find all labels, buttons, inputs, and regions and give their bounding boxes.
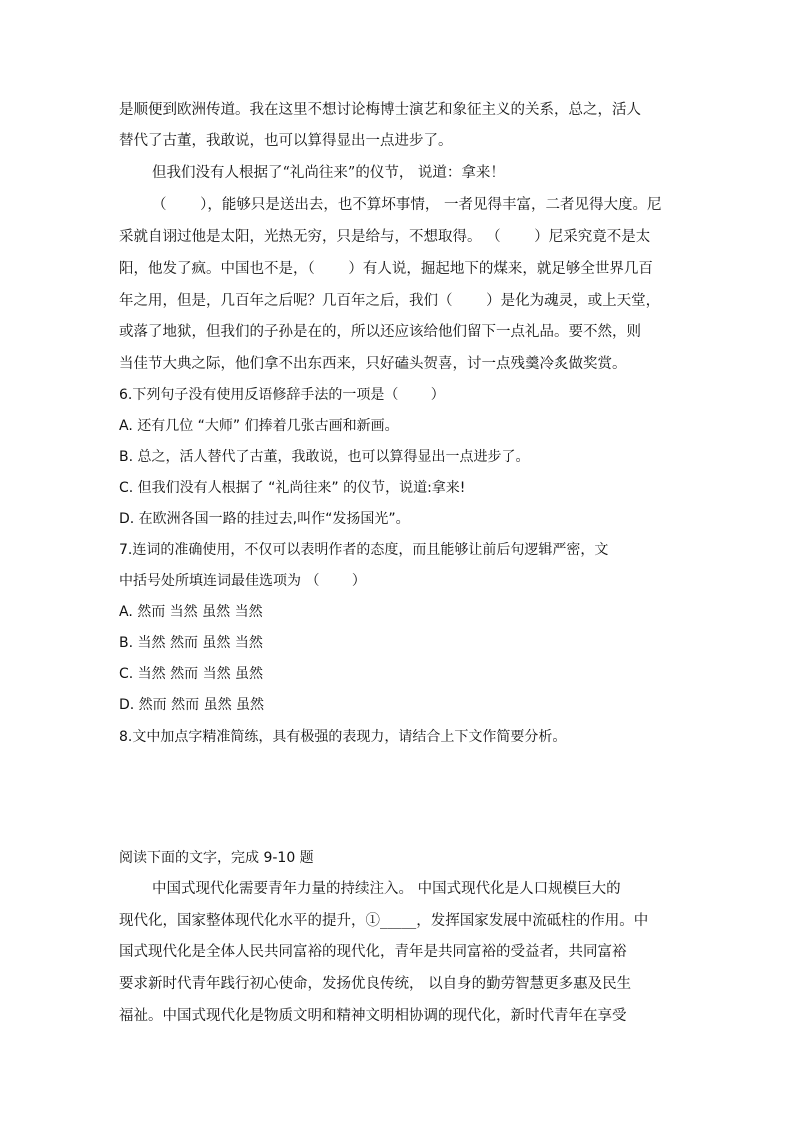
- passage1-line-1: 是顺便到欧洲传道。我在这里不想讨论梅博士演艺和象征主义的关系，总之，活人: [119, 102, 641, 118]
- question-6-stem: 6.下列句子没有使用反语修辞手法的一项是（ ）: [119, 387, 445, 403]
- question-6-option-c: C. 但我们没有人根据了 “礼尚往来” 的仪节，说道:拿来!: [119, 480, 466, 496]
- passage1-line-2: 替代了古董，我敢说，也可以算得显出一点进步了。: [119, 133, 453, 149]
- question-7-stem-line-1: 7.连词的准确使用，不仅可以表明作者的态度，而且能够让前后句逻辑严密，文: [119, 542, 609, 558]
- passage1-line-9: 当佳节大典之际，他们拿不出东西来，只好磕头贺喜，讨一点残羹冷炙做奖赏。: [119, 356, 627, 372]
- question-6-option-b: B. 总之，活人替代了古董，我敢说，也可以算得显出一点进步了。: [119, 449, 530, 465]
- question-7-option-c: C. 当然 然而 当然 虽然: [119, 666, 264, 682]
- passage1-line-6: 阳，他发了疯。中国也不是，（ ）有人说，掘起地下的煤来，就足够全世界几百: [119, 261, 653, 277]
- question-7-option-d: D. 然而 然而 虽然 虽然: [119, 697, 265, 713]
- passage2-line-5: 福祉。中国式现代化是物质文明和精神文明相协调的现代化，新时代青年在享受: [119, 1008, 627, 1024]
- passage1-line-8: 或落了地狱，但我们的子孙是在的，所以还应该给他们留下一点礼品。要不然，则: [119, 324, 641, 340]
- passage2-heading: 阅读下面的文字，完成 9-10 题: [119, 850, 314, 866]
- question-6-option-a: A. 还有几位 “大师” 们捧着几张古画和新画。: [119, 418, 399, 434]
- question-7-option-b: B. 当然 然而 虽然 当然: [119, 635, 263, 651]
- passage2-line-2: 现代化，国家整体现代化水平的提升，①_____，发挥国家发展中流砥柱的作用。中: [119, 913, 649, 929]
- question-6-option-d: D. 在欧洲各国一路的挂过去,叫作“发扬国光”。: [119, 511, 410, 527]
- passage1-line-5: 采就自诩过他是太阳，光热无穷，只是给与，不想取得。 （ ）尼采究竟不是太: [119, 229, 651, 245]
- passage2-line-3: 国式现代化是全体人民共同富裕的现代化，青年是共同富裕的受益者，共同富裕: [119, 944, 627, 960]
- passage1-line-3: 但我们没有人根据了“礼尚往来”的仪节， 说道：拿来！: [152, 165, 505, 181]
- passage1-line-7: 年之用，但是，几百年之后呢？几百年之后，我们（ ）是化为魂灵，或上天堂，: [119, 293, 661, 309]
- passage1-line-4: （ ），能够只是送出去，也不算坏事情， 一者见得丰富，二者见得大度。尼: [152, 197, 662, 213]
- question-7-option-a: A. 然而 当然 虽然 当然: [119, 604, 263, 620]
- passage2-line-1: 中国式现代化需要青年力量的持续注入。 中国式现代化是人口规模巨大的: [152, 881, 621, 897]
- question-8-stem: 8.文中加点字精准简练，具有极强的表现力，请结合上下文作简要分析。: [119, 729, 567, 745]
- question-7-stem-line-2: 中括号处所填连词最佳选项为 （ ）: [119, 573, 366, 589]
- passage2-line-4: 要求新时代青年践行初心使命，发扬优良传统， 以自身的勤劳智慧更多惠及民生: [119, 976, 632, 992]
